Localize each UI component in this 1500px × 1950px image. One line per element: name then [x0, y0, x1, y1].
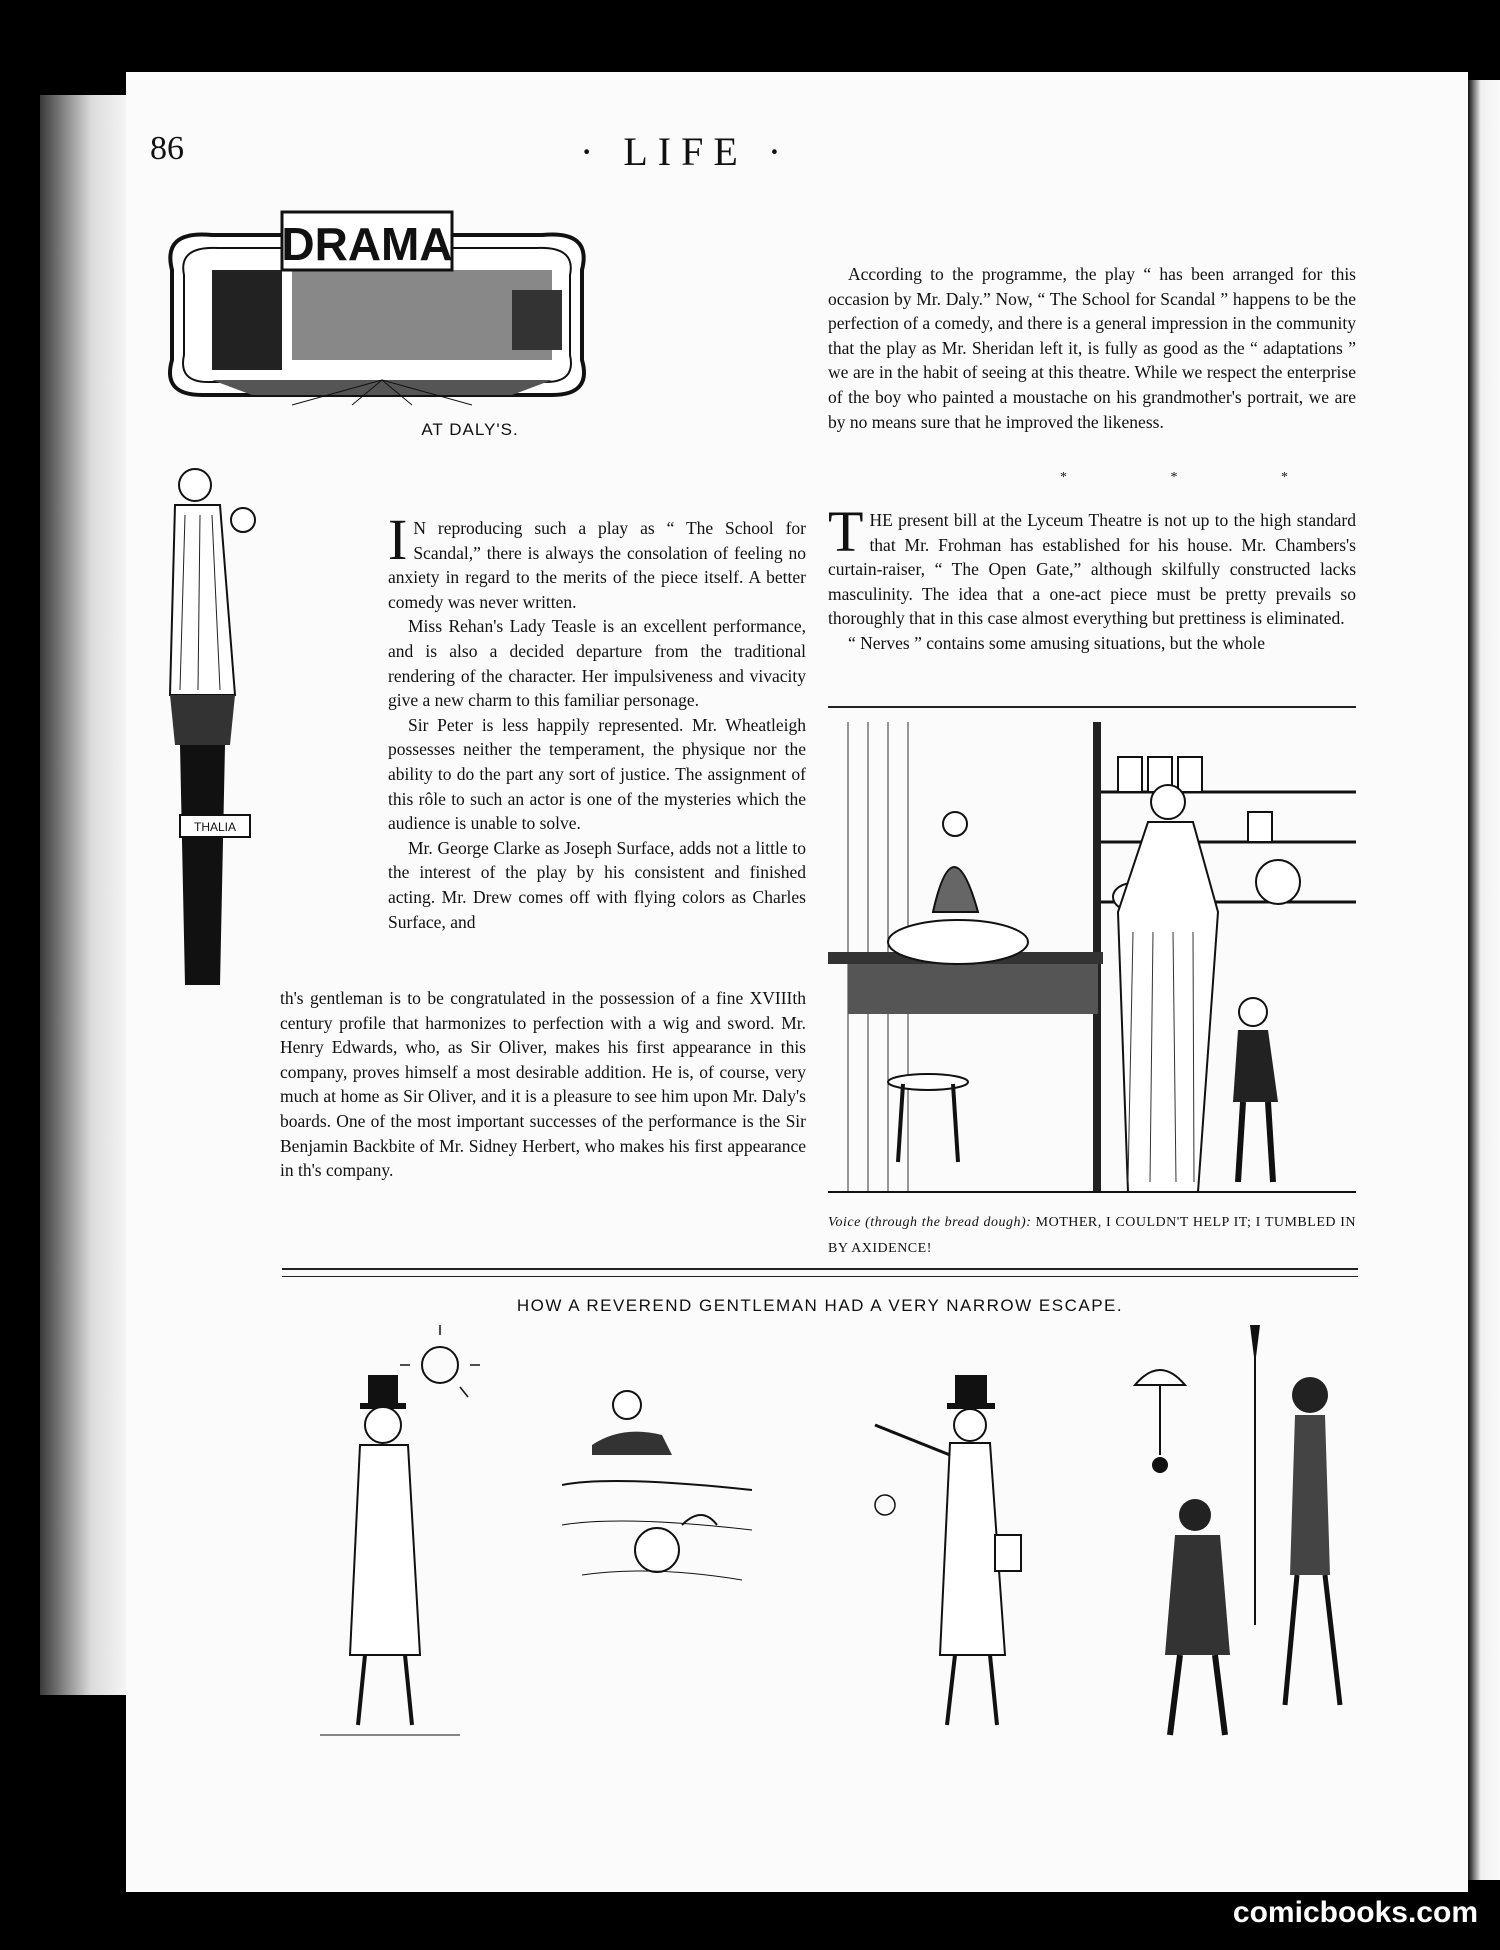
thalia-label: THALIA — [193, 820, 237, 834]
dropcap-i: I — [388, 507, 408, 572]
caption-dialogue: MOTHER, I COULDN'T HELP IT; I TUMBLED IN BY AXIDENCE! — [828, 1215, 1357, 1256]
lyceum-review — [828, 499, 1356, 656]
cartoon-caption — [828, 1210, 1356, 1262]
banner-title: DRAMA — [281, 218, 453, 270]
paragraph-4: Mr. George Clarke as Joseph Surface, adds not a little to the interest of the play by his consistent and finished acting. Mr. Drew comes off with flying colors as Charles Surface, and — [388, 837, 806, 932]
comic-strip-title: HOW A REVEREND GENTLEMAN HAD A VERY NARROW ESCAPE. — [516, 1296, 1124, 1315]
watermark: comicbooks.com — [1232, 1896, 1478, 1929]
article-left-column — [388, 507, 806, 934]
right-paragraph-1: According to the programme, the play “ has been arranged for this occasion by Mr. Daly.” Now, “ The School for Scandal ” happens to be the perfection of a comedy, and there is a general impression in the community that the play as Mr. Sheridan left it, is fully as good as the “ adaptations ” we are in the habit of seeing at this theatre. While we respect the enterprise of the boy who painted a moustache on his grandmother's portrait, we are by no means sure that he improved the likeness. — [828, 264, 1356, 432]
cartoon-top-rule — [828, 706, 1356, 708]
scan-left-edge — [40, 95, 126, 1695]
right-paragraph-3: “ Nerves ” contains some amusing situations, but the whole — [848, 632, 1266, 653]
dropcap-t: T — [828, 499, 864, 564]
drama-banner-illustration — [152, 210, 602, 410]
masthead-title: · LIFE · — [580, 129, 792, 174]
paragraph-1: N reproducing such a play as “ The School for Scandal,” there is always the consolation of feeling no anxiety in regard to the merits of the piece itself. A better comedy was never written. — [388, 518, 806, 612]
article-left-continuation — [280, 986, 806, 1183]
paragraph-3: Sir Peter is less happily represented. Mr. Wheatleigh possesses neither the temperament, the physique nor the ability to do the part any sort of justice. The assignment of this rôle to such an actor is one of the mysteries which the audience is unable to solve. — [388, 714, 806, 834]
strip-panel-3 — [855, 1325, 1055, 1755]
adjacent-page-edge — [1468, 80, 1500, 1880]
strip-panel-2 — [562, 1325, 752, 1755]
kitchen-cartoon-illustration — [828, 712, 1356, 1212]
right-paragraph-2: HE present bill at the Lyceum Theatre is not up to the high standard that Mr. Frohman has established for his house. Mr. Chambers's curtain-raiser, “ The Open Gate,” although skilfully constructed lacks masculinity. The idea that a one-act piece must be pretty prevails so thoroughly that in this case almost everything but prettiness is eliminated. — [828, 510, 1356, 629]
page-number: 86 — [150, 130, 184, 167]
thalia-statue-illustration — [150, 445, 270, 1005]
paragraph-4-continuation: th's gentleman is to be congratulated in the possession of a fine XVIIIth century profile that harmonizes to perfection with a wig and sword. Mr. Henry Edwards, who, as Sir Oliver, makes his first appearance in this company, proves himself a most desirable addition. He is, of course, very much at home as Sir Oliver, and it is a pleasure to see him upon Mr. Daly's boards. One of the most important successes of the performance is the Sir Benjamin Backbite of Mr. Sidney Herbert, who makes his first appearance in th's company. — [280, 988, 806, 1181]
strip-panel-4 — [1125, 1325, 1355, 1755]
section-separator: * * * — [1060, 470, 1338, 485]
strip-separator-rule — [282, 1268, 1358, 1277]
banner-caption: AT DALY'S. — [421, 420, 519, 439]
article-right-column — [828, 262, 1356, 434]
paragraph-2: Miss Rehan's Lady Teasle is an excellent performance, and is also a decided departure from the traditional rendering of the character. Her impulsiveness and vivacity give a new charm to this familiar personage. — [388, 616, 806, 711]
caption-speaker: Voice (through the bread dough): — [828, 1215, 1032, 1230]
strip-panel-1 — [300, 1325, 480, 1755]
